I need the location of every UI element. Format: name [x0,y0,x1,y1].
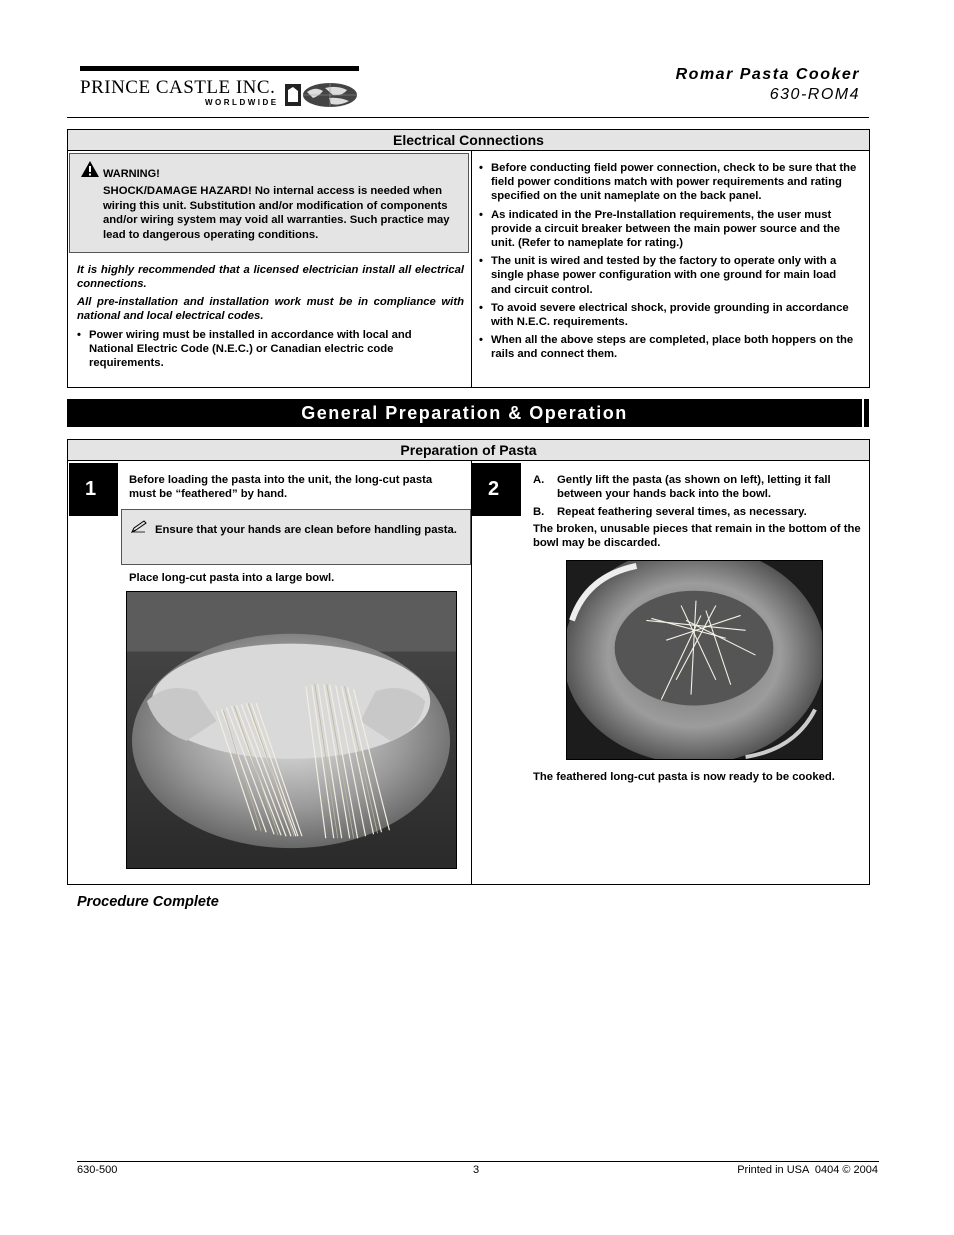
company-logo-text: PRINCE CASTLE INC. [80,77,276,98]
step2-item-a [533,473,859,501]
step2-item-b [533,505,859,519]
step2-item-text: Repeat feathering several times, as necessary. [557,506,807,519]
step2-item-letter: B. [533,506,545,519]
step2-discard-text: The broken, unusable pieces that remain in the bottom of the bowl may be discarded. [533,523,861,550]
document-title: Romar Pasta Cooker [675,66,860,83]
electrician-note: It is highly recommended that a licensed electrician install all electrical connections. [77,264,464,290]
bullet-item: • Power wiring must be installed in accordance with local and National Electric Code (N.E.C.) or Canadian electric code requirements. [77,328,452,371]
bullet-item: • Before conducting field power connection, check to be sure that the field power conditions match with power requirements and rating specified on the unit nameplate on the back panel. [479,161,857,204]
footer-rule [77,1161,879,1162]
bullet-item: • The unit is wired and tested by the factory to operate only with a single phase power configuration with one ground for main load and circuit control. [479,254,857,297]
tip-text: Ensure that your hands are clean before handling pasta. [155,524,457,536]
document-code: 630-ROM4 [769,86,860,103]
step1-intro-text: Before loading the pasta into the unit, the long-cut pasta must be “feathered” by hand. [129,474,433,501]
warning-box [69,153,469,253]
step2-ready-text: The feathered long-cut pasta is now ready to be cooked. [533,771,835,783]
pasta-in-bowl-photo [126,591,457,869]
step1-bowl-text: Place long-cut pasta into a large bowl. [129,572,335,584]
page-number: 3 [473,1164,480,1176]
step2-instructions [533,473,859,524]
compliance-note: All pre-installation and installation work must be in compliance with national and local electrical codes. [77,296,464,322]
pasta-preparation-heading: Preparation of Pasta [68,440,869,461]
electrical-right-bullets [479,161,857,366]
step2-item-text: Gently lift the pasta (as shown on left), letting it fall between your hands back into the bowl. [557,474,831,501]
header-rule [67,117,869,118]
bullet-item: • As indicated in the Pre-Installation requirements, the user must provide a circuit breaker between the main power source and the unit. (Refer to nameplate for rating.) [479,208,857,251]
footer-doc-number: 630-500 [77,1164,118,1176]
procedure-complete: Procedure Complete [77,894,219,910]
warning-title: WARNING! [103,168,160,180]
company-logo-subtext: WORLDWIDE [205,98,279,107]
warning-triangle-icon [80,160,100,178]
electrical-connections-box [67,129,870,388]
section-title: General Preparation & Operation [67,399,862,427]
section-band-tab [864,399,869,427]
step-number-2: 2 [472,463,521,516]
pencil-note-icon [131,520,147,533]
tip-box [121,509,471,565]
globe-logo-icon [285,82,360,108]
column-divider [471,461,472,884]
step2-item-letter: A. [533,474,545,486]
bullet-item: • When all the above steps are completed, place both hoppers on the rails and connect them. [479,333,857,361]
electrical-connections-heading: Electrical Connections [68,130,869,151]
logo-bar [80,66,359,71]
bullet-item: • To avoid severe electrical shock, provide grounding in accordance with N.E.C. requirements. [479,301,857,329]
step-number-1: 1 [69,463,118,516]
warning-text: SHOCK/DAMAGE HAZARD! No internal access is needed when wiring this unit. Substitution and/or modification of components and/or wiring system may void all warranties. Such practice may lead to dangerous operating conditions. [103,185,450,241]
pasta-preparation-box [67,439,870,885]
electrical-left-bullets [77,328,452,375]
column-divider [471,151,472,387]
footer-print-info: Printed in USA 0404 © 2004 [737,1164,878,1176]
feathered-pasta-bowl-photo [566,560,823,760]
